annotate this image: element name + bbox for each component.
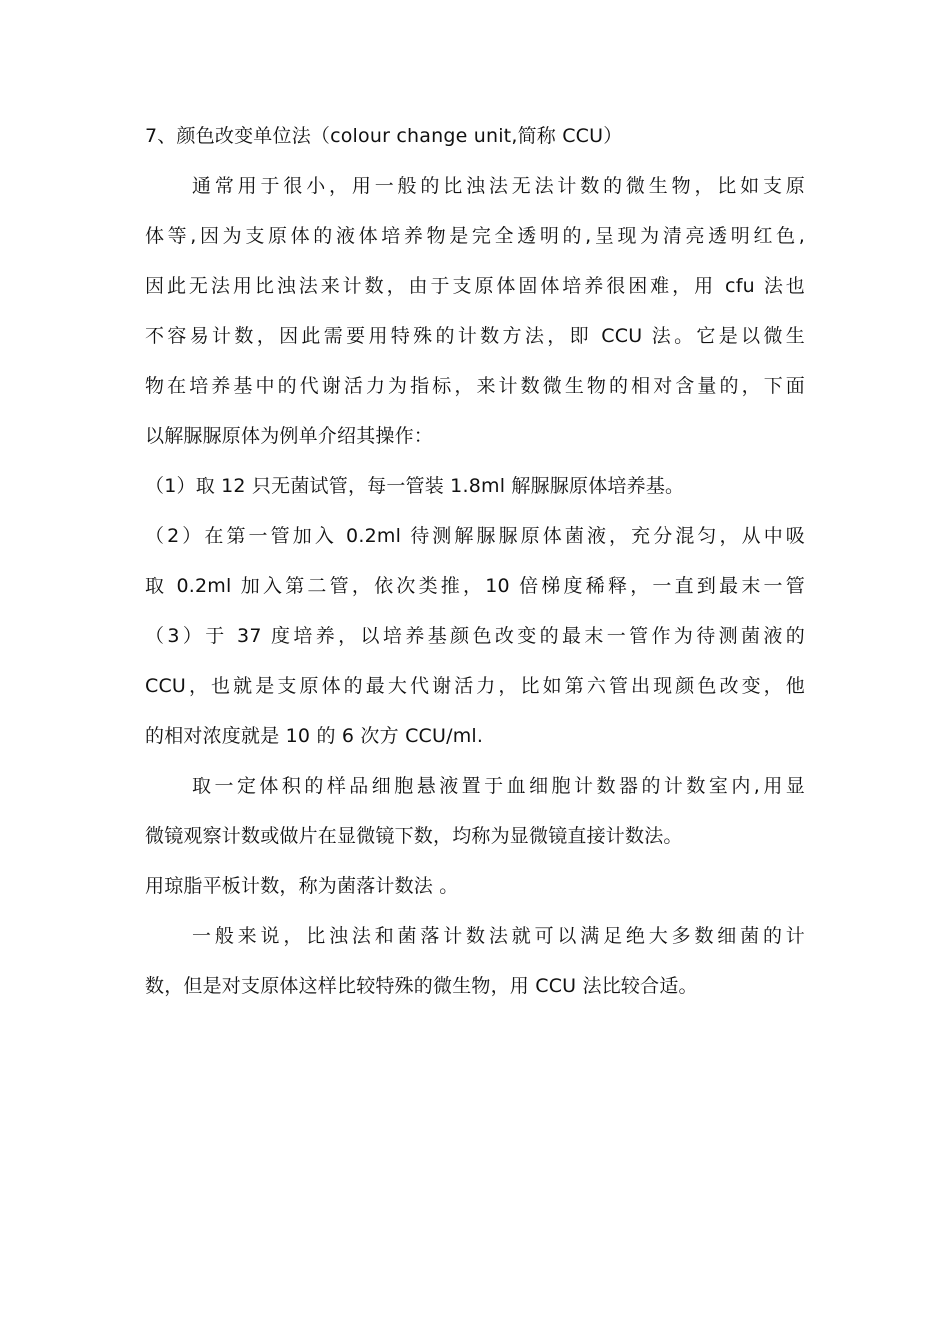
paragraph-line: 物在培养基中的代谢活力为指标，来计数微生物的相对含量的，下面 xyxy=(145,375,805,397)
paragraph-line: 微镜观察计数或做片在显微镜下数，均称为显微镜直接计数法。 xyxy=(145,825,683,847)
step-line: 取 0.2ml 加入第二管，依次类推，10 倍梯度稀释，一直到最末一管 xyxy=(145,575,805,597)
paragraph-line: 通常用于很小，用一般的比浊法无法计数的微生物，比如支原 xyxy=(192,175,805,197)
paragraph-line: 数，但是对支原体这样比较特殊的微生物，用 CCU 法比较合适。 xyxy=(145,975,698,997)
paragraph-line: 体等,因为支原体的液体培养物是完全透明的,呈现为清亮透明红色, xyxy=(145,225,805,247)
section-heading: 7、颜色改变单位法（colour change unit,简称 CCU） xyxy=(145,125,623,147)
paragraph-line: 一般来说，比浊法和菌落计数法就可以满足绝大多数细菌的计 xyxy=(192,925,805,947)
paragraph-line: 不容易计数，因此需要用特殊的计数方法，即 CCU 法。它是以微生 xyxy=(145,325,805,347)
step-line: 的相对浓度就是 10 的 6 次方 CCU/ml. xyxy=(145,725,484,747)
paragraph-line: 以解脲脲原体为例单介绍其操作： xyxy=(145,425,434,447)
paragraph-line: 用琼脂平板计数，称为菌落计数法 。 xyxy=(145,875,459,897)
paragraph-line: 因此无法用比浊法来计数，由于支原体固体培养很困难，用 cfu 法也 xyxy=(145,275,805,297)
paragraph-line: 取一定体积的样品细胞悬液置于血细胞计数器的计数室内,用显 xyxy=(192,775,805,797)
step-line: CCU，也就是支原体的最大代谢活力，比如第六管出现颜色改变，他 xyxy=(145,675,805,697)
step-line: （2）在第一管加入 0.2ml 待测解脲脲原体菌液，充分混匀，从中吸 xyxy=(145,525,805,547)
step-line: （1）取 12 只无菌试管，每一管装 1.8ml 解脲脲原体培养基。 xyxy=(145,475,685,497)
step-line: （3）于 37 度培养，以培养基颜色改变的最末一管作为待测菌液的 xyxy=(145,625,805,647)
